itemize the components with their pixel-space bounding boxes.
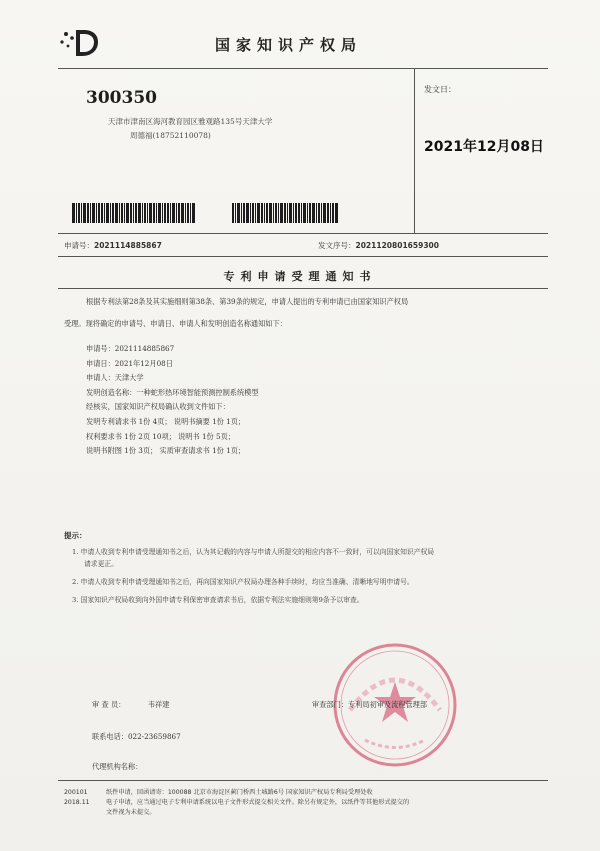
detail-line: 发明专利请求书 1份 4页； 说明书摘要 1份 1页； <box>86 416 246 426</box>
note-item: 3. 国家知识产权局收到向外国申请专利保密审查请求书后，依据专利法实施细则第9条予以审查。 <box>72 596 364 604</box>
agency-line <box>92 762 142 772</box>
refs-rule <box>58 256 548 257</box>
footer-line: 纸件申请，回函请寄：100088 北京市海淀区蓟门桥西土城路6号 国家知识产权局专利局受理处收 <box>106 789 373 796</box>
issue-date: 2021年12月08日 <box>424 139 544 155</box>
footer-line: 文件视为未提交。 <box>106 809 156 816</box>
detail-line: 经核实，国家知识产权局确认收到文件如下： <box>86 402 230 412</box>
application-number-short: 300350 <box>86 88 157 108</box>
office-name: 国家知识产权局 <box>215 36 363 54</box>
detail-line: 申请日：2021年12月08日 <box>86 358 173 368</box>
serial-number-label: 发文序号： <box>318 241 356 250</box>
detail-line: 权利要求书 1份 2页 10项； 说明书 1份 5页； <box>86 431 235 441</box>
application-number-value: 2021114885867 <box>94 241 162 250</box>
recipient-address: 天津市津南区海河教育园区雅观路135号天津大学 <box>108 117 273 126</box>
detail-line: 说明书附图 1份 3页； 实质审查请求书 1份 1页； <box>86 446 246 456</box>
application-number-label: 申请号： <box>64 241 94 250</box>
cnipa-logo-icon <box>58 26 102 60</box>
detail-line: 发明创造名称：一种蛇形热环境智能预测控制系统模型 <box>86 387 259 397</box>
note-item: 请求更正。 <box>84 560 118 568</box>
footer-codes <box>64 788 90 808</box>
notes-heading: 提示： <box>64 531 87 540</box>
note-item: 2. 申请人收到专利申请受理通知书之后，再向国家知识产权局办理各种手续时，均应当准确、清晰地写明申请号。 <box>72 578 414 586</box>
form-code: 200101 <box>64 789 88 796</box>
header-divider <box>414 68 415 233</box>
title-rule <box>58 288 548 289</box>
department-line <box>312 700 427 710</box>
application-details <box>86 342 259 459</box>
application-number-field <box>64 240 162 251</box>
intro-line-2: 受理。现将确定的申请号、申请日、申请人和发明创造名称通知如下： <box>64 319 287 328</box>
footer-text <box>106 788 546 818</box>
phone-number: 022-23659867 <box>127 732 181 741</box>
examiner-name: 韦祥建 <box>147 700 170 709</box>
phone-label: 联系电话： <box>92 732 128 741</box>
detail-line: 申请号：2021114885867 <box>86 344 175 353</box>
department-name: 专利局初审及流程管理部 <box>347 700 428 709</box>
recipient-contact: 周德福(18752110078) <box>130 131 211 140</box>
footer-rule <box>58 780 548 781</box>
intro-line-1: 根据专利法第28条及其实施细则第38条、第39条的规定，申请人提出的专利申请已由国家知识产权局 <box>86 297 409 306</box>
notice-title: 专利申请受理通知书 <box>223 270 377 283</box>
note-item: 1. 申请人收到专利申请受理通知书之后，认为其记载的内容与申请人所提交的相应内容不一致时，可以向国家知识产权局 <box>72 548 435 556</box>
detail-line: 申请人：天津大学 <box>86 373 144 383</box>
serial-number-value: 2021120801659300 <box>355 241 439 250</box>
barcode-left <box>72 203 196 223</box>
phone-line <box>92 732 181 742</box>
footer-line: 电子申请，应当通过电子专利申请系统以电子文件形式提交相关文件。除另有规定外，以纸件等其他形式提交的 <box>106 799 410 806</box>
form-version: 2018.11 <box>64 799 90 806</box>
department-label: 审查部门： <box>312 700 348 709</box>
header-top-rule <box>58 68 548 69</box>
serial-number-field <box>318 240 439 251</box>
barcode-right <box>232 203 339 223</box>
agency-label: 代理机构名称： <box>92 762 143 771</box>
examiner-line <box>92 700 170 710</box>
intro-paragraph <box>64 291 544 335</box>
header-bottom-rule <box>58 233 548 234</box>
examiner-label: 审 查 员： <box>92 700 126 709</box>
issue-date-label: 发文日： <box>424 85 456 94</box>
